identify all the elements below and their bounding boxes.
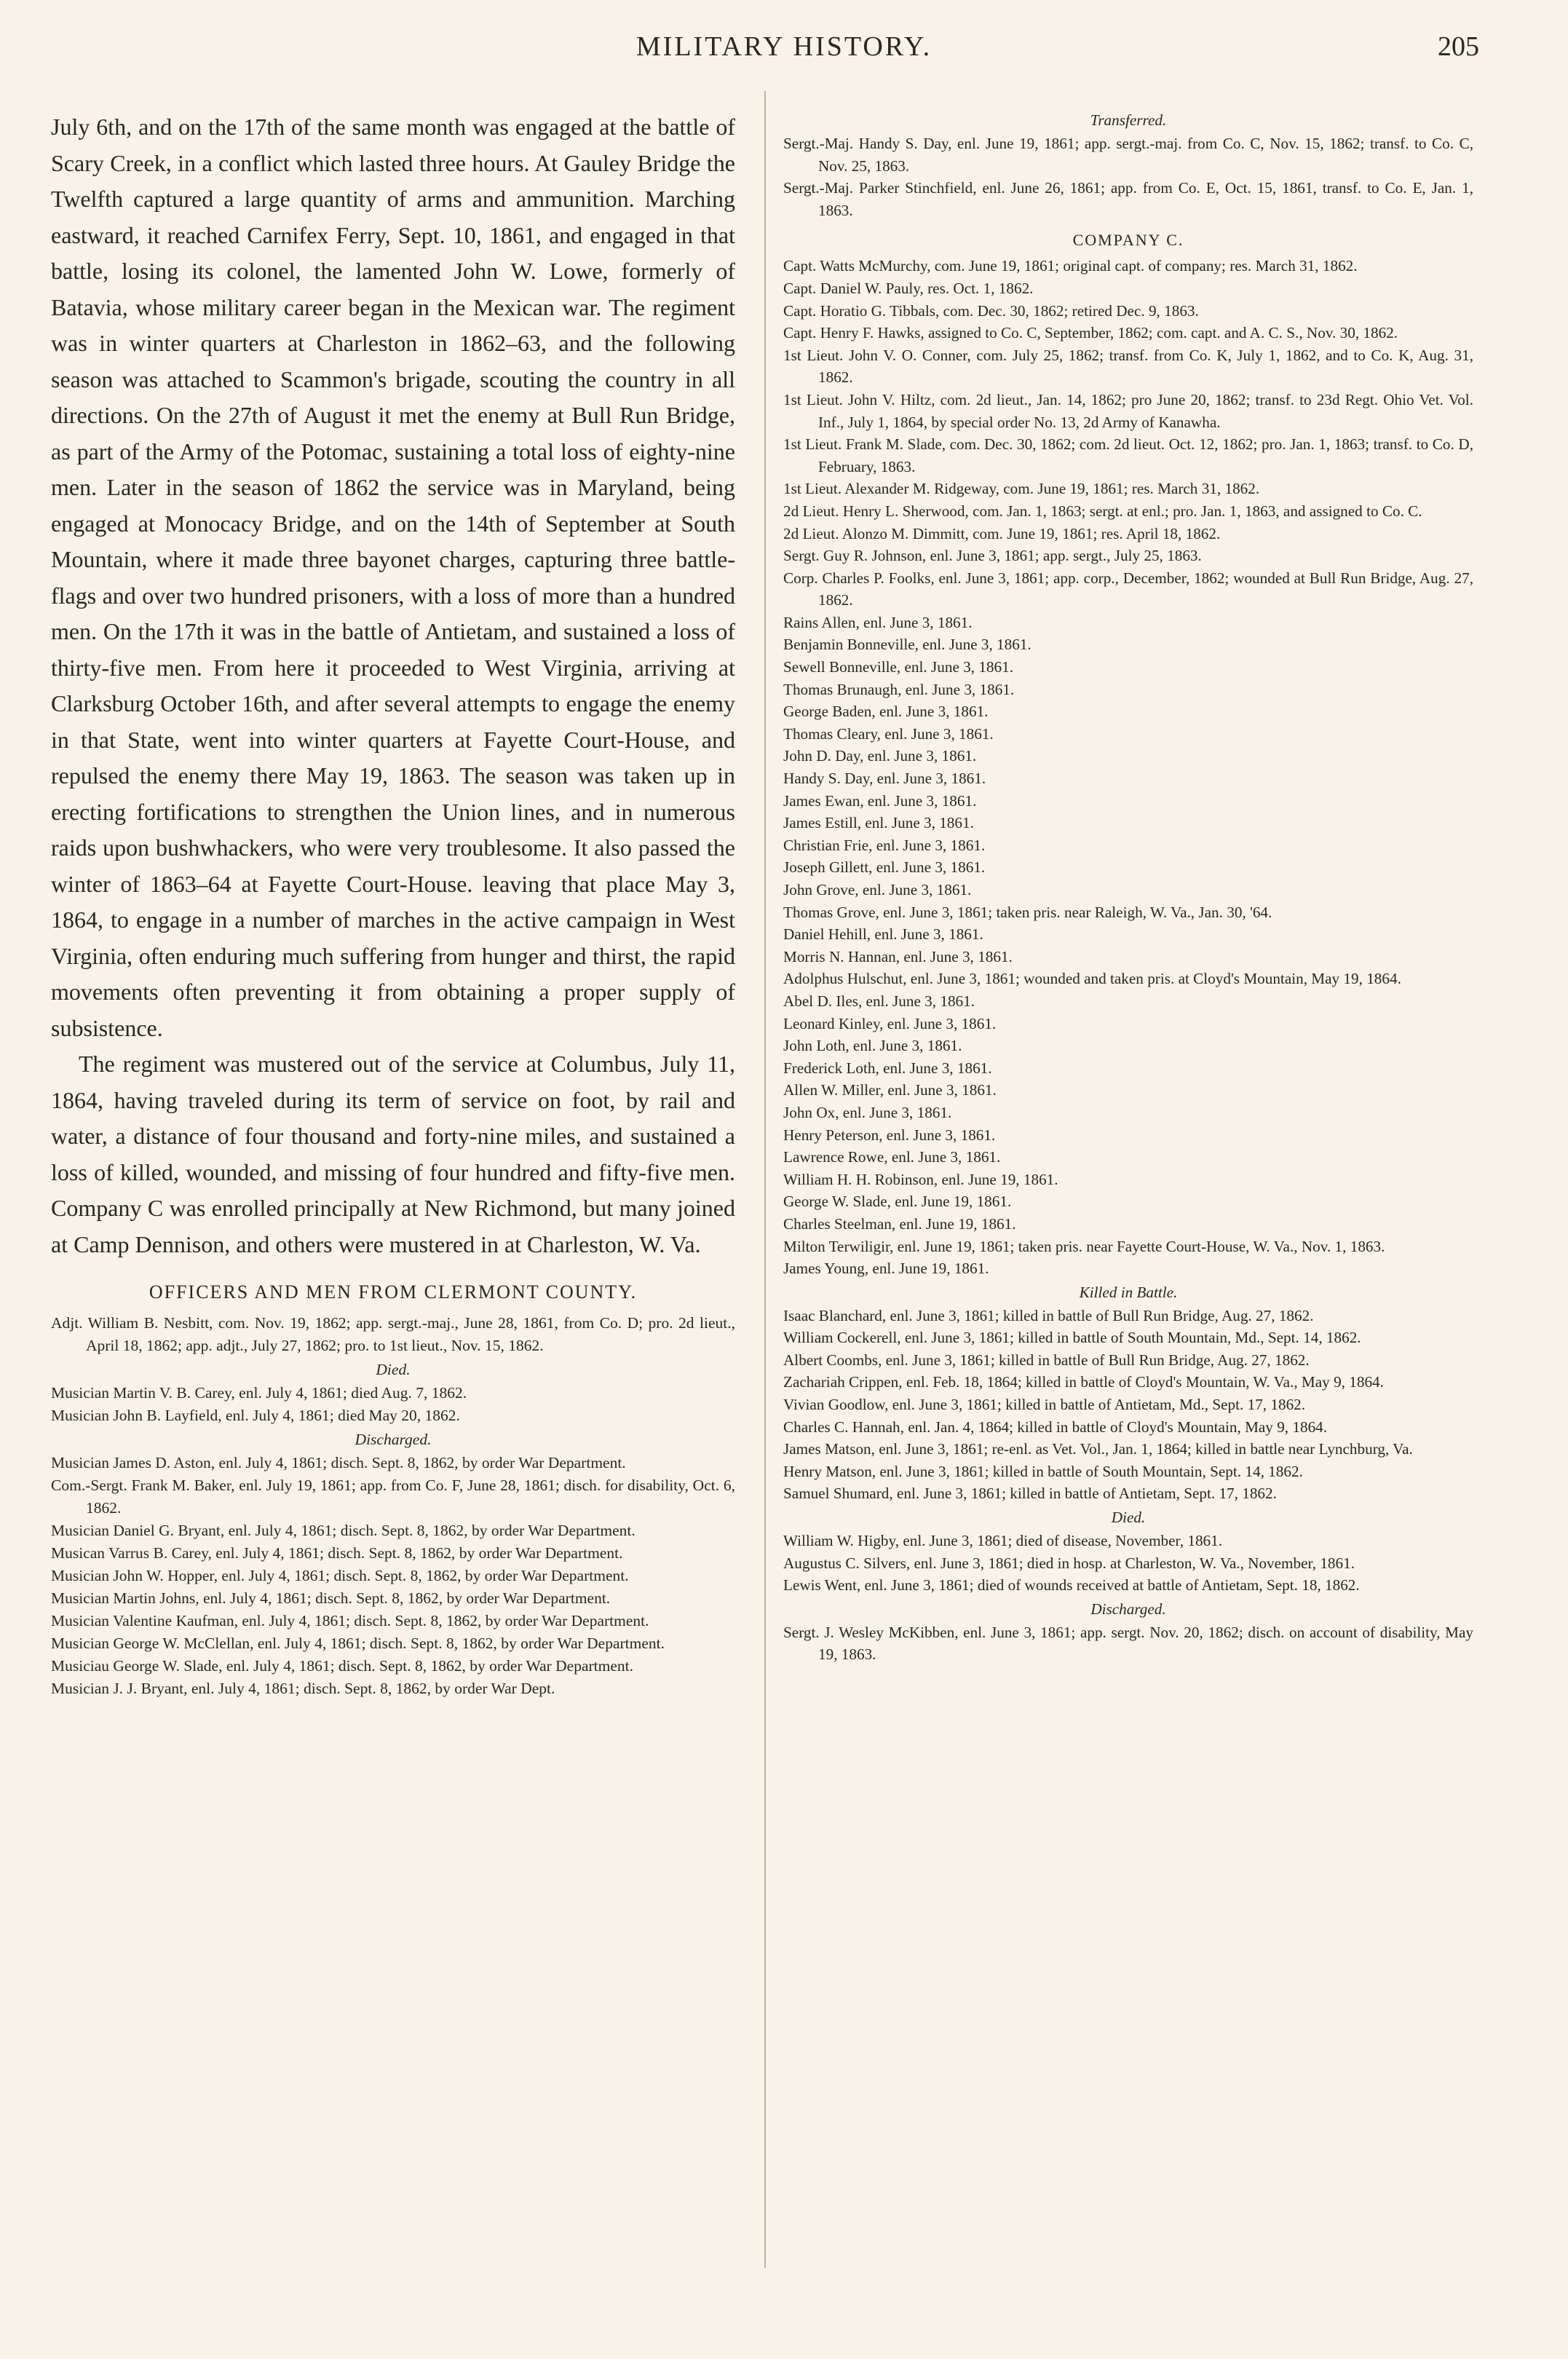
roster-entry: Sergt.-Maj. Handy S. Day, enl. June 19, 1861; app. sergt.-maj. from Co. C, Nov. 15, 1862; transf. to Co. C, Nov. 25, 1863.	[783, 135, 1473, 175]
roster-entry: James Ewan, enl. June 3, 1861.	[783, 791, 977, 810]
roster-entry: Lewis Went, enl. June 3, 1861; died of wounds received at battle of Antietam, Sept. 18, 1862.	[783, 1576, 1360, 1595]
roster-entry: Musician Martin V. B. Carey, enl. July 4, 1861; died Aug. 7, 1862.	[51, 1384, 467, 1402]
roster-entry: Corp. Charles P. Foolks, enl. June 3, 1861; app. corp., December, 1862; wounded at Bull Run Bridge, Aug. 27, 1862.	[783, 569, 1473, 609]
roster-entry: Milton Terwiligir, enl. June 19, 1861; taken pris. near Fayette Court-House, W. Va., Nov. 1, 1863.	[783, 1237, 1385, 1255]
roster-subhead: Discharged.	[355, 1431, 432, 1448]
roster-entry: Sergt.-Maj. Parker Stinchfield, enl. June 26, 1861; app. from Co. E, Oct. 15, 1861, transf. to Co. E, Jan. 1, 1863.	[783, 179, 1473, 219]
roster-entry: Henry Peterson, enl. June 3, 1861.	[783, 1126, 996, 1144]
roster-entry: Thomas Grove, enl. June 3, 1861; taken pris. near Raleigh, W. Va., Jan. 30, '64.	[783, 903, 1272, 921]
roster-entry: Musician George W. McClellan, enl. July 4, 1861; disch. Sept. 8, 1862, by order War Department.	[51, 1635, 665, 1652]
roster-entry: John Grove, enl. June 3, 1861.	[783, 881, 972, 898]
roster-entry: Adolphus Hulschut, enl. June 3, 1861; wounded and taken pris. at Cloyd's Mountain, May 19, 1864.	[783, 970, 1401, 988]
roster-entry: 1st Lieut. John V. Hiltz, com. 2d lieut., Jan. 14, 1862; pro June 20, 1862; transf. to 23d Regt. Ohio Vet. Vol. Inf., July 1, 1864, by special order No. 13, 2d Army of Kanawha.	[783, 390, 1473, 431]
roster-entry: Christian Frie, enl. June 3, 1861.	[783, 836, 986, 854]
roster-entry: Capt. Henry F. Hawks, assigned to Co. C, September, 1862; com. capt. and A. C. S., Nov. 30, 1862.	[783, 324, 1398, 342]
roster-entry: Allen W. Miller, enl. June 3, 1861.	[783, 1081, 997, 1099]
roster-entry: Frederick Loth, enl. June 3, 1861.	[783, 1059, 992, 1077]
roster-entry: Leonard Kinley, enl. June 3, 1861.	[783, 1014, 997, 1032]
regiment-narrative	[51, 109, 735, 1263]
roster-entry: Musiciau George W. Slade, enl. July 4, 1861; disch. Sept. 8, 1862, by order War Department.	[51, 1657, 634, 1675]
roster-entry: Charles C. Hannah, enl. Jan. 4, 1864; killed in battle of Cloyd's Mountain, May 9, 1864.	[783, 1418, 1328, 1436]
roster-entry: Joseph Gillett, enl. June 3, 1861.	[783, 858, 986, 877]
column-divider	[764, 91, 766, 2268]
roster-entry: Capt. Horatio G. Tibbals, com. Dec. 30, 1862; retired Dec. 9, 1863.	[783, 301, 1199, 320]
roster-entry: Musican Varrus B. Carey, enl. July 4, 1861; disch. Sept. 8, 1862, by order War Department.	[51, 1544, 623, 1562]
roster-entry: Zachariah Crippen, enl. Feb. 18, 1864; killed in battle of Cloyd's Mountain, W. Va., May 9, 1864.	[783, 1373, 1384, 1391]
roster-subhead: Died.	[1111, 1509, 1146, 1527]
roster-entry: Lawrence Rowe, enl. June 3, 1861.	[783, 1148, 1001, 1166]
roster-entry: 2d Lieut. Alonzo M. Dimmitt, com. June 19, 1861; res. April 18, 1862.	[783, 524, 1221, 542]
running-head: MILITARY HISTORY.	[635, 31, 933, 62]
roster-entry: 2d Lieut. Henry L. Sherwood, com. Jan. 1, 1863; sergt. at enl.; pro. Jan. 1, 1863, and assigned to Co. C.	[783, 502, 1422, 520]
narrative-paragraph: July 6th, and on the 17th of the same month was engaged at the battle of Scary Creek, in a conflict which lasted three hours. At Gauley Bridge the Twelfth captured a large quantity of arms and ammunition. Marching eastward, it reached Carnifex Ferry, Sept. 10, 1861, and engaged in that battle, losing its colonel, the lamented John W. Lowe, formerly of Batavia, whose military career began in the Mexican war. The regiment was in winter quarters at Charleston in 1862–63, and the following season was attached to Scammon's brigade, scouting the country in all directions. On the 27th of August it met the enemy at Bull Run Bridge, as part of the Army of the Potomac, sustaining a total loss of eighty-nine men. Later in the season of 1862 the service was in Maryland, being engaged at Monocacy Bridge, and on the 14th of September at South Mountain, where it made three bayonet charges, capturing three battle-flags and over two hundred prisoners, with a loss of more than a hundred men. On the 17th it was in the battle of Antietam, and sustained a loss of thirty-five men. From here it proceeded to West Virginia, arriving at Clarksburg October 16th, and after several attempts to engage the enemy in that State, went into winter quarters at Fayette Court-House, and repulsed the enemy there May 19, 1863. The season was taken up in erecting fortifications to strengthen the Union lines, and in numerous raids upon bushwhackers, who were very troublesome. It also passed the winter of 1863–64 at Fayette Court-House. leaving that place May 3, 1864, to engage in a number of marches in the active campaign in West Virginia, often enduring much suffering from hunger and thirst, the rapid movements often preventing it from obtaining a proper supply of subsistence.	[51, 114, 735, 1041]
roster-entry: Benjamin Bonneville, enl. June 3, 1861.	[783, 636, 1032, 654]
roster-entry: Sergt. Guy R. Johnson, enl. June 3, 1861; app. sergt., July 25, 1863.	[783, 547, 1202, 565]
roster-entry: Henry Matson, enl. June 3, 1861; killed in battle of South Mountain, Sept. 14, 1862.	[783, 1462, 1303, 1480]
roster-entry: James Matson, enl. June 3, 1861; re-enl. as Vet. Vol., Jan. 1, 1864; killed in battle near Lynchburg, Va.	[783, 1440, 1413, 1458]
narrative-paragraph: The regiment was mustered out of the service at Columbus, July 11, 1864, having traveled during its term of service on foot, by rail and water, a distance of four thousand and forty-nine miles, and sustained a loss of killed, wounded, and missing of four hundred and fifty-five men. Company C was enrolled principally at New Richmond, but many joined at Camp Dennison, and others were mustered in at Charleston, W. Va.	[51, 1051, 735, 1257]
roster-entry: Handy S. Day, enl. June 3, 1861.	[783, 770, 986, 788]
roster-entry: Sewell Bonneville, enl. June 3, 1861.	[783, 658, 1014, 676]
roster-entry: Rains Allen, enl. June 3, 1861.	[783, 613, 973, 631]
roster-entry: Morris N. Hannan, enl. June 3, 1861.	[783, 947, 1013, 965]
roster-entry: John D. Day, enl. June 3, 1861.	[783, 747, 977, 765]
roster-entry: Vivian Goodlow, enl. June 3, 1861; killed in battle of Antietam, Md., Sept. 17, 1862.	[783, 1396, 1306, 1414]
roster-entry: William W. Higby, enl. June 3, 1861; died of disease, November, 1861.	[783, 1532, 1223, 1550]
roster-entry: Sergt. J. Wesley McKibben, enl. June 3, 1861; app. sergt. Nov. 20, 1862; disch. on account of disability, May 19, 1863.	[783, 1623, 1473, 1664]
roster-entry: John Ox, enl. June 3, 1861.	[783, 1103, 952, 1121]
roster-entry: Thomas Cleary, enl. June 3, 1861.	[783, 724, 994, 743]
roster-entry: Musician John W. Hopper, enl. July 4, 1861; disch. Sept. 8, 1862, by order War Department.	[51, 1567, 629, 1584]
roster-entry: Charles Steelman, enl. June 19, 1861.	[783, 1214, 1016, 1233]
roster-entry: 1st Lieut. John V. O. Conner, com. July 25, 1862; transf. from Co. K, July 1, 1862, and to Co. K, Aug. 31, 1862.	[783, 346, 1473, 387]
left-column	[51, 109, 735, 1700]
roster-entry: Daniel Hehill, enl. June 3, 1861.	[783, 925, 983, 944]
roster-entry: Musician Daniel G. Bryant, enl. July 4, 1861; disch. Sept. 8, 1862, by order War Department.	[51, 1522, 635, 1539]
roster-entry: Musician James D. Aston, enl. July 4, 1861; disch. Sept. 8, 1862, by order War Department.	[51, 1454, 626, 1471]
roster-entry: James Young, enl. June 19, 1861.	[783, 1260, 989, 1278]
officers-roster	[51, 1312, 735, 1700]
roster-entry: Capt. Daniel W. Pauly, res. Oct. 1, 1862.	[783, 279, 1034, 297]
roster-subhead: Died.	[376, 1361, 411, 1378]
roster-entry: Musician John B. Layfield, enl. July 4, 1861; died May 20, 1862.	[51, 1407, 460, 1424]
roster-entry: 1st Lieut. Alexander M. Ridgeway, com. June 19, 1861; res. March 31, 1862.	[783, 480, 1260, 498]
right-column	[783, 108, 1473, 1666]
roster-entry: John Loth, enl. June 3, 1861.	[783, 1037, 962, 1055]
roster-entry: James Estill, enl. June 3, 1861.	[783, 814, 974, 832]
roster-entry: George W. Slade, enl. June 19, 1861.	[783, 1193, 1012, 1211]
roster-entry: Com.-Sergt. Frank M. Baker, enl. July 19, 1861; app. from Co. F, June 28, 1861; disch. for disability, Oct. 6, 1862.	[51, 1477, 735, 1517]
roster-entry: 1st Lieut. Frank M. Slade, com. Dec. 30, 1862; com. 2d lieut. Oct. 12, 1862; pro. Jan. 1, 1863; transf. to Co. D, February, 1863.	[783, 435, 1473, 475]
roster-entry: Augustus C. Silvers, enl. June 3, 1861; died in hosp. at Charleston, W. Va., November, 1861.	[783, 1554, 1355, 1572]
company-heading: COMPANY C.	[1072, 231, 1184, 250]
roster-entry: Musician Martin Johns, enl. July 4, 1861; disch. Sept. 8, 1862, by order War Department.	[51, 1589, 611, 1607]
roster-entry: Musician Valentine Kaufman, enl. July 4, 1861; disch. Sept. 8, 1862, by order War Department.	[51, 1612, 649, 1629]
roster-entry: Isaac Blanchard, enl. June 3, 1861; killed in battle of Bull Run Bridge, Aug. 27, 1862.	[783, 1306, 1314, 1324]
roster-entry: Capt. Watts McMurchy, com. June 19, 1861; original capt. of company; res. March 31, 1862.	[783, 257, 1358, 275]
roster-subhead: Discharged.	[1090, 1600, 1166, 1618]
roster-entry: George Baden, enl. June 3, 1861.	[783, 703, 989, 721]
roster-entry: William Cockerell, enl. June 3, 1861; killed in battle of South Mountain, Md., Sept. 14, 1862.	[783, 1329, 1361, 1347]
roster-subhead: Transferred.	[1090, 111, 1167, 129]
page-number: 205	[1438, 31, 1479, 62]
section-heading: OFFICERS AND MEN FROM CLERMONT COUNTY.	[149, 1281, 638, 1303]
roster-entry: Musician J. J. Bryant, enl. July 4, 1861; disch. Sept. 8, 1862, by order War Dept.	[51, 1680, 555, 1697]
roster-entry: William H. H. Robinson, enl. June 19, 1861.	[783, 1170, 1058, 1188]
roster-entry: Thomas Brunaugh, enl. June 3, 1861.	[783, 680, 1015, 698]
roster-entry: Albert Coombs, enl. June 3, 1861; killed in battle of Bull Run Bridge, Aug. 27, 1862.	[783, 1351, 1310, 1369]
roster-entry: Abel D. Iles, enl. June 3, 1861.	[783, 992, 975, 1010]
company-c-roster	[783, 108, 1473, 1666]
roster-entry: Samuel Shumard, enl. June 3, 1861; killed in battle of Antietam, Sept. 17, 1862.	[783, 1485, 1277, 1503]
roster-subhead: Killed in Battle.	[1079, 1283, 1178, 1301]
page-header	[0, 26, 1568, 70]
roster-entry: Adjt. William B. Nesbitt, com. Nov. 19, 1862; app. sergt.-maj., June 28, 1861, from Co. D; pro. 2d lieut., April 18, 1862; app. adjt., July 27, 1862; pro. to 1st lieut., Nov. 15, 1862.	[51, 1314, 735, 1354]
